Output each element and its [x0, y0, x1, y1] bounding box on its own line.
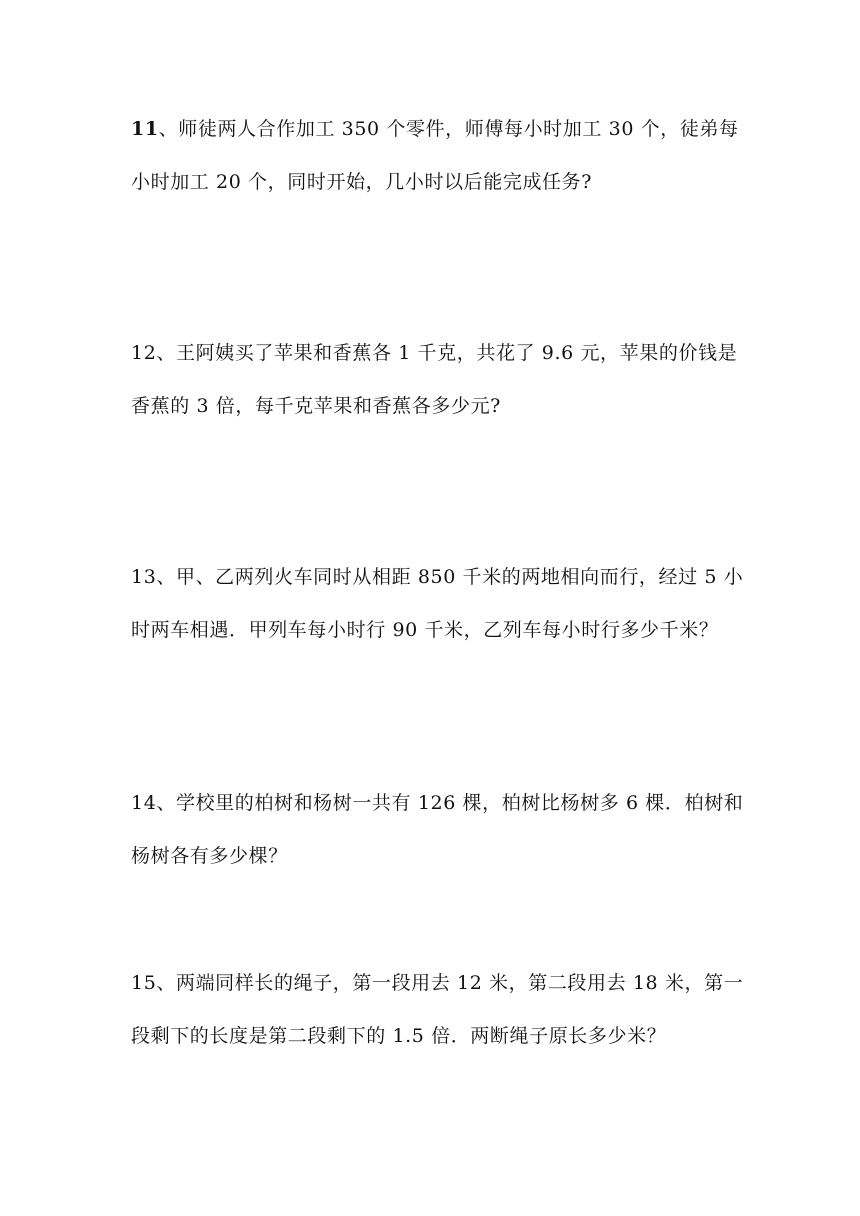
problem-15	[131, 970, 744, 1049]
problem-15-line-1: 15、两端同样长的绳子，第一段用去 12 米，第二段用去 18 米，第一	[131, 972, 744, 994]
problem-12	[131, 340, 738, 419]
problem-13-line-2: 时两车相遇．甲列车每小时行 90 千米，乙列车每小时行多少千米？	[131, 619, 719, 641]
problem-11	[131, 116, 739, 195]
problem-12-line-1: 12、王阿姨买了苹果和香蕉各 1 千克，共花了 9.6 元，苹果的价钱是	[131, 342, 738, 364]
problem-12-line-2: 香蕉的 3 倍，每千克苹果和香蕉各多少元?	[131, 395, 501, 417]
problem-14	[131, 790, 744, 869]
problem-11-line-1-text: 、师徒两人合作加工 350 个零件，师傅每小时加工 30 个，徒弟每	[158, 118, 739, 140]
problem-11-line-2: 小时加工 20 个，同时开始，几小时以后能完成任务?	[131, 171, 593, 193]
problem-15-line-2: 段剩下的长度是第二段剩下的 1.5 倍．两断绳子原长多少米？	[131, 1025, 667, 1047]
problem-11-number: 11	[131, 118, 159, 140]
problem-14-line-1: 14、学校里的柏树和杨树一共有 126 棵，柏树比杨树多 6 棵．柏树和	[131, 792, 744, 814]
problem-13-line-1: 13、甲、乙两列火车同时从相距 850 千米的两地相向而行，经过 5 小	[131, 566, 744, 588]
problem-14-line-2: 杨树各有多少棵？	[131, 845, 288, 867]
problem-11-line-1	[131, 116, 739, 142]
problem-13	[131, 564, 744, 643]
